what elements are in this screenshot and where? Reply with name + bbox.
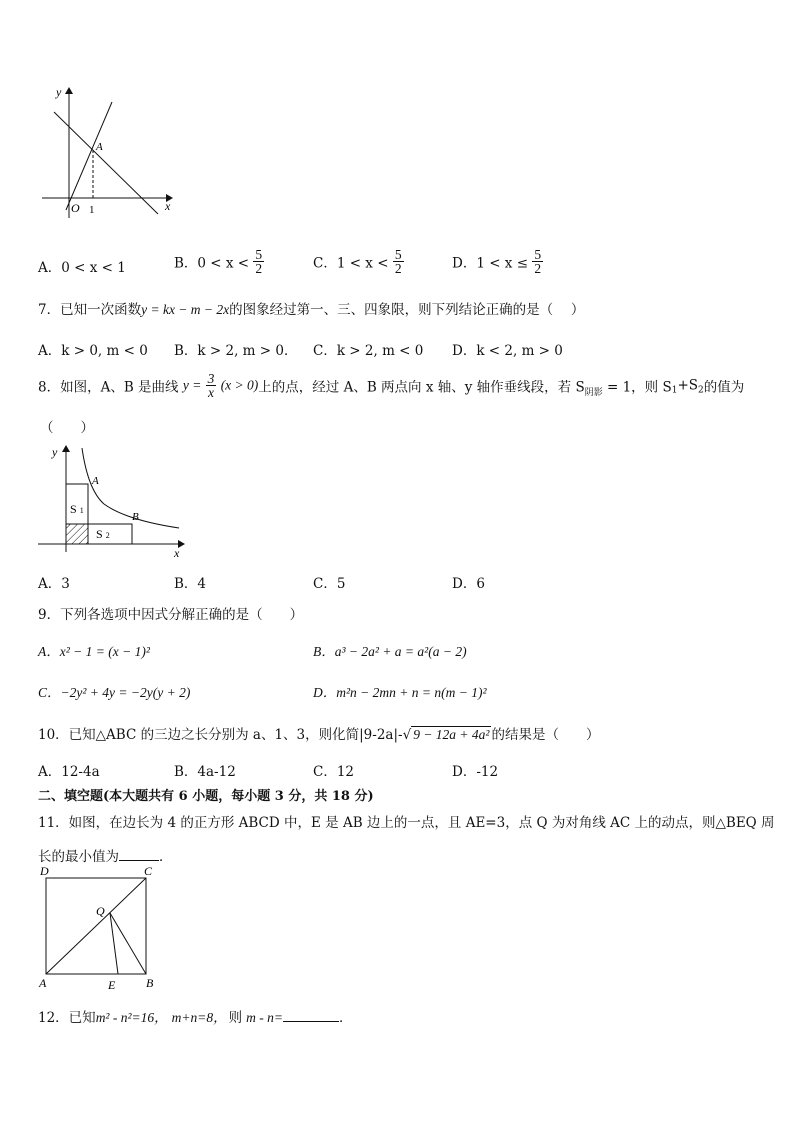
q6-option-c[interactable]: C．1 < x < $\frac{5}{2}$ xyxy=(313,247,402,276)
q8-option-c[interactable]: C．5 xyxy=(313,576,346,592)
svg-text:Q: Q xyxy=(96,904,105,918)
q6-option-a[interactable]: A．0 < x < 1 xyxy=(38,260,126,276)
q11-line1: 11．如图，在边长为 4 的正方形 ABCD 中，E 是 AB 边上的一点，且 AE=3，点 Q 为对角线 AC 上的动点，则△BEQ 周 xyxy=(38,815,775,831)
diagonal-AC xyxy=(46,878,146,974)
label-x: x xyxy=(165,199,171,213)
q9-option-a[interactable]: A．x² − 1 = (x − 1)² xyxy=(38,644,150,659)
q7-option-b[interactable]: B．k > 2, m > 0． xyxy=(174,343,298,359)
line-through-origin xyxy=(66,102,112,210)
q9-stem: 9．下列各选项中因式分解正确的是（ ） xyxy=(38,607,304,623)
svg-text:y: y xyxy=(52,445,58,459)
q7-stem: 7．已知一次函数y = kx − m − 2x的图象经过第一、三、四象限，则下列结论正确的是（ ） xyxy=(38,302,585,318)
svg-text:x: x xyxy=(174,546,180,560)
q11-line2: 长的最小值为 ． xyxy=(38,849,173,865)
q10-option-c[interactable]: C．12 xyxy=(313,764,355,780)
q10-option-d[interactable]: D．-12 xyxy=(452,764,499,780)
segment-QE xyxy=(110,913,118,974)
q10-stem: 10．已知△ABC 的三边之长分别为 a、1、3，则化简|9-2a|-√ 9 − 12a + 4a² 的结果是（ ） xyxy=(38,727,600,743)
q6-graph xyxy=(30,82,180,222)
label-A: A xyxy=(96,141,103,153)
q6-option-b[interactable]: B．0 < x < $\frac{5}{2}$ xyxy=(174,247,263,276)
label-1: 1 xyxy=(89,204,95,216)
q10-option-a[interactable]: A．12-4a xyxy=(38,764,100,780)
shaded-region xyxy=(66,524,88,544)
q11-answer-blank[interactable] xyxy=(119,860,159,861)
q12-answer-blank[interactable] xyxy=(283,1021,339,1022)
svg-text:A: A xyxy=(39,976,47,990)
q8-option-d[interactable]: D．6 xyxy=(452,576,485,592)
q7-option-a[interactable]: A．k > 0, m < 0 xyxy=(38,343,148,359)
label-O: O xyxy=(71,201,80,215)
q8-graph xyxy=(34,440,194,562)
q8-paren: （ ） xyxy=(40,420,94,436)
q7-option-d[interactable]: D．k < 2, m > 0 xyxy=(452,343,563,359)
segment-QB xyxy=(110,913,146,974)
q12: 12．已知m² - n²=16， m+n=8， 则 m - n= ． xyxy=(38,1010,353,1026)
q10-option-b[interactable]: B．4a-12 xyxy=(174,764,236,780)
q9-option-d[interactable]: D．m²n − 2mn + n = n(m − 1)² xyxy=(313,685,487,700)
label-y: y xyxy=(56,85,62,99)
decreasing-line xyxy=(54,112,158,214)
svg-text:B: B xyxy=(146,976,154,990)
q9-option-c[interactable]: C．−2y² + 4y = −2y(y + 2) xyxy=(38,685,191,700)
section-2-title: 二、填空题(本大题共有 6 小题，每小题 3 分，共 18 分) xyxy=(38,789,374,804)
q9-option-b[interactable]: B．a³ − 2a² + a = a²(a − 2) xyxy=(313,644,467,659)
q8-option-b[interactable]: B．4 xyxy=(174,576,207,592)
svg-text:S2: S 2 xyxy=(96,527,110,541)
hyperbola-curve xyxy=(82,448,179,528)
svg-text:A: A xyxy=(92,475,99,487)
svg-text:E: E xyxy=(108,978,116,992)
q8-stem: 8．如图，A、B 是曲线 y = $\frac{3}{x}$ (x > 0)上的点，经过 A、B 两点向 x 轴、y 轴作垂线段，若 $S_{阴影} = 1$，则 $S_1+S_2$的值为 xyxy=(38,371,745,400)
q11-graph xyxy=(36,862,166,992)
svg-text:C: C xyxy=(144,864,153,878)
q8-option-a[interactable]: A．3 xyxy=(38,576,70,592)
svg-text:B: B xyxy=(132,511,139,523)
svg-text:S1: S 1 xyxy=(70,502,84,516)
svg-text:D: D xyxy=(40,864,49,878)
q6-option-d[interactable]: D．1 < x ≤ $\frac{5}{2}$ xyxy=(452,247,542,276)
q7-option-c[interactable]: C．k > 2, m < 0 xyxy=(313,343,424,359)
